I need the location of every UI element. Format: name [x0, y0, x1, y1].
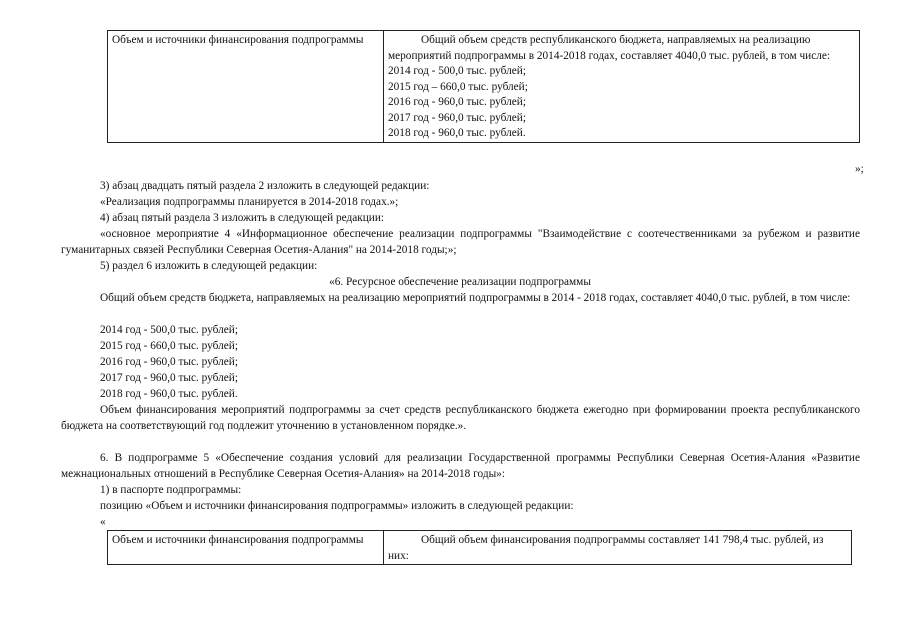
- financing-year-2016: 2016 год - 960,0 тыс. рублей;: [388, 96, 526, 108]
- financing-total-text: Общий объем финансирования подпрограммы составляет 141 798,4 тыс. рублей, из них:: [388, 534, 824, 562]
- financing-year-2018: 2018 год - 960,0 тыс. рублей.: [388, 127, 526, 139]
- section-6-year-2015: 2015 год - 660,0 тыс. рублей;: [100, 340, 238, 352]
- item-3: 3) абзац двадцать пятый раздела 2 изложить в следующей редакции:: [100, 180, 430, 192]
- closing-quote: »;: [855, 163, 864, 175]
- financing-label: Объем и источники финансирования подпрограммы: [112, 534, 364, 546]
- table-row: [108, 31, 860, 143]
- table-row: [108, 531, 852, 565]
- section-6-year-2018: 2018 год - 960,0 тыс. рублей.: [100, 388, 238, 400]
- item-4: 4) абзац пятый раздела 3 изложить в следующей редакции:: [100, 212, 385, 224]
- item-6: 6. В подпрограмме 5 «Обеспечение создания условий для реализации Государственной программы Республики Северная Осетия-Алания «Развитие межнациональных отношений в Республике Северная Осетия-Алания» на 2014-2018 годы»:: [61, 452, 860, 481]
- section-6-final: Объем финансирования мероприятий подпрограммы за счет средств республиканского бюджета ежегодно при формировании проекта республиканского бюджета на соответствующий год подлежит уточнению в установленном порядке.».: [61, 404, 860, 433]
- opening-quote: «: [100, 516, 106, 528]
- financing-year-2015: 2015 год – 660,0 тыс. рублей;: [388, 80, 528, 93]
- section-6-year-2017: 2017 год - 960,0 тыс. рублей;: [100, 372, 238, 384]
- financing-table-subprogram-5: [107, 530, 852, 565]
- section-6-year-2014: 2014 год - 500,0 тыс. рублей;: [100, 324, 238, 336]
- financing-value-cell: [384, 531, 852, 565]
- item-6-1: 1) в паспорте подпрограммы:: [100, 484, 242, 496]
- item-6-position: позицию «Объем и источники финансирования подпрограммы» изложить в следующей редакции:: [100, 500, 574, 512]
- financing-label-cell: [108, 31, 384, 143]
- item-4-text: «основное мероприятие 4 «Информационное обеспечение реализации подпрограммы "Взаимодействие с соотечественниками за рубежом и развитие гуманитарных связей Республики Северная Осетия-Алания" на 2014-2018 годы;»;: [61, 228, 860, 257]
- financing-intro: Общий объем средств республиканского бюджета, направляемых на реализацию мероприятий подпрограммы в 2014-2018 годах, составляет 4040,0 тыс. рублей, в том числе:: [388, 34, 830, 62]
- item-3-text: «Реализация подпрограммы планируется в 2014-2018 годах.»;: [100, 196, 399, 208]
- section-6-year-2016: 2016 год - 960,0 тыс. рублей;: [100, 356, 238, 368]
- item-5: 5) раздел 6 изложить в следующей редакции:: [100, 260, 318, 272]
- financing-year-2017: 2017 год - 960,0 тыс. рублей;: [388, 111, 526, 124]
- financing-year-2014: 2014 год - 500,0 тыс. рублей;: [388, 65, 526, 77]
- section-6-title: «6. Ресурсное обеспечение реализации подпрограммы: [329, 276, 591, 288]
- financing-label: Объем и источники финансирования подпрограммы: [112, 34, 364, 46]
- section-6-text: Общий объем средств бюджета, направляемых на реализацию мероприятий подпрограммы в 2014 - 2018 годах, составляет 4040,0 тыс. рублей, в том числе:: [100, 292, 851, 304]
- financing-value-cell: [384, 31, 860, 143]
- financing-table-subprogram-4: [107, 30, 860, 143]
- financing-label-cell: [108, 531, 384, 565]
